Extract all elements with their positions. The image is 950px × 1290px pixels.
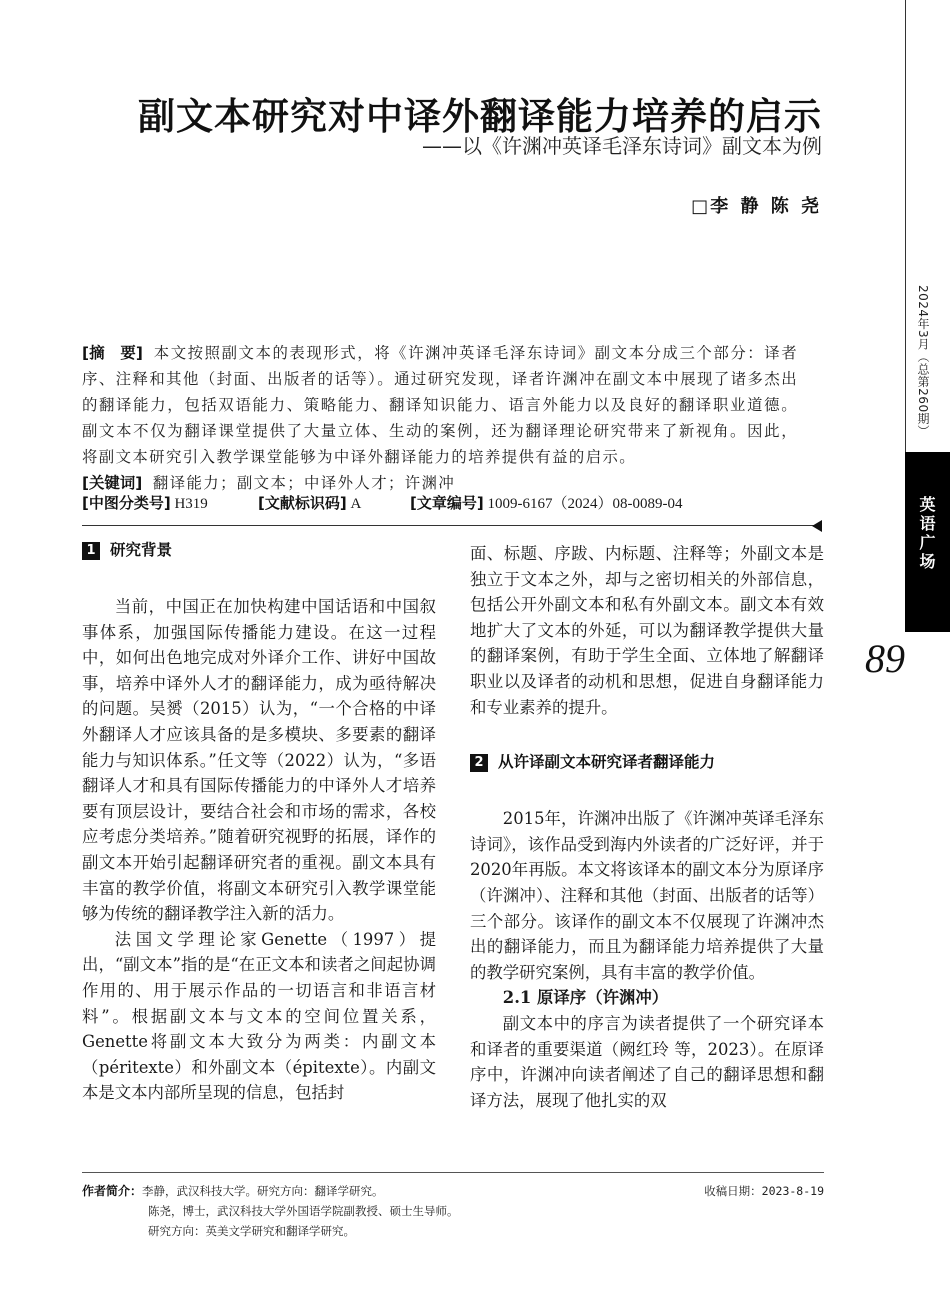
- clc-code: [中图分类号] H319: [82, 494, 208, 512]
- checkbox-square-icon: □: [691, 196, 709, 217]
- article-title: 副文本研究对中译外翻译能力培养的启示: [138, 94, 822, 138]
- column-tab: [905, 452, 950, 632]
- document-code: [文献标识码] A: [258, 494, 362, 512]
- abstract: [82, 340, 798, 470]
- footer: [82, 1181, 824, 1241]
- paragraph: 当前，中国正在加快构建中国话语和中国叙事体系，加强国际传播能力建设。在这一过程中，如何出色地完成对外译介工作、讲好中国故事，培养中译外人才的翻译能力，成为亟待解决的问题。吴赟（2015）认为，“一个合格的中译外翻译人才应该具备的是多模块、多要素的翻译能力与知识体系。”任文等（2022）认为，“多语翻译人才和具有国际传播能力的中译外人才培养要有顶层设计，要结合社会和市场的需求，各校应考虑分类培养。”随着研究视野的拓展，译作的副文本开始引起翻译研究者的重视。副文本具有丰富的教学价值，将副文本研究引入教学课堂能够为传统的翻译教学注入新的活力。: [82, 597, 436, 924]
- page-number: 89: [865, 636, 905, 681]
- author-line: [691, 192, 822, 218]
- section-title-2: 从许译副文本研究译者翻译能力: [498, 753, 716, 772]
- received-date: 收稿日期：2023-8-19: [704, 1184, 824, 1198]
- sidebar-divider: [905, 0, 906, 452]
- paragraph: 副文本中的序言为读者提供了一个研究译本和译者的重要渠道（阙红玲 等，2023）。在原译序中，许渊冲向读者阐述了自己的翻译思想和翻译方法，展现了他扎实的双: [470, 1013, 824, 1110]
- column-name: 英语广场: [917, 496, 936, 572]
- article-number: [文章编号] 1009-6167（2024）08-0089-04: [410, 494, 683, 512]
- paragraph: 法国文学理论家Genette（1997）提出，“副文本”指的是“在正文本和读者之间起协调作用的、用于展示作品的一切语言和非语言材料”。根据副文本与文本的空间位置关系，Genette将副文本大致分为两类：内副文本（péritexte）和外副文本（épitexte）。内副文本是文本内部所呈现的信息，包括封: [82, 929, 436, 1103]
- left-column: [82, 538, 436, 1106]
- paragraph: 2015年，许渊冲出版了《许渊冲英译毛泽东诗词》，该作品受到海内外读者的广泛好评，并于2020年再版。本文将该译本的副文本分为原译序（许渊冲）、注释和其他（封面、出版者的话等）三个部分。该译作的副文本不仅展现了许渊冲杰出的翻译能力，而且为翻译能力培养提供了大量的教学研究案例，具有丰富的教学价值。: [470, 809, 824, 982]
- authors: 李 静 陈 尧: [710, 196, 822, 217]
- abstract-divider: [82, 525, 816, 526]
- article-subtitle: ——以《许渊冲英译毛泽东诗词》副文本为例: [422, 134, 822, 158]
- arrow-left-icon: [812, 520, 822, 532]
- keywords-text: 翻译能力；副文本；中译外人才；许渊冲: [152, 474, 456, 492]
- paragraph: 面、标题、序跋、内标题、注释等；外副文本是独立于文本之外，却与之密切相关的外部信息，包括公开外副文本和私有外副文本。副文本有效地扩大了文本的外延，可以为翻译教学提供大量的翻译案例，有助于学生全面、立体地了解翻译职业以及译者的动机和思想，促进自身翻译能力和专业素养的提升。: [470, 544, 824, 717]
- author-bio-label: 作者简介：: [82, 1184, 143, 1198]
- author-bio-line: 作者简介：李静，武汉科技大学。研究方向：翻译学研究。: [82, 1184, 384, 1198]
- abstract-block: [82, 340, 798, 496]
- section-title-1: 研究背景: [110, 541, 173, 560]
- classification-line: [82, 492, 798, 516]
- section-number-1: 1: [82, 542, 100, 560]
- author-bio-line: 陈尧，博士，武汉科技大学外国语学院副教授、硕士生导师。: [148, 1204, 459, 1218]
- right-column: [470, 541, 824, 1113]
- subsection-heading: 2.1 原译序（许渊冲）: [502, 988, 669, 1008]
- footer-divider: [82, 1172, 824, 1173]
- section-number-2: 2: [470, 754, 488, 772]
- keywords-label: [关键词]: [82, 474, 143, 492]
- abstract-label: [摘 要]: [82, 344, 143, 362]
- section-heading-1: [82, 538, 436, 564]
- abstract-text: 本文按照副文本的表现形式，将《许渊冲英译毛泽东诗词》副文本分成三个部分：译者序、注释和其他（封面、出版者的话等）。通过研究发现，译者许渊冲在副文本中展现了诸多杰出的翻译能力，包括双语能力、策略能力、翻译知识能力、语言外能力以及良好的翻译职业道德。副文本不仅为翻译课堂提供了大量立体、生动的案例，还为翻译理论研究带来了新视角。因此，将副文本研究引入教学课堂能够为中译外翻译能力的培养提供有益的启示。: [82, 344, 799, 466]
- author-bio-line: 研究方向：英美文学研究和翻译学研究。: [148, 1224, 355, 1238]
- issue-info: 2024年3月（总第260期）: [916, 285, 930, 438]
- section-heading-2: [470, 750, 824, 776]
